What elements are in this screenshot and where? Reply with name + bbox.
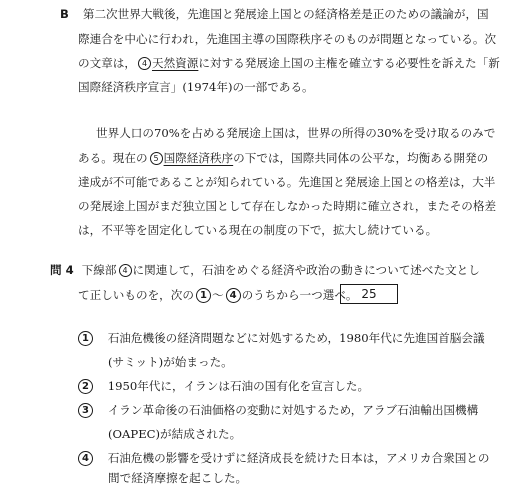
option-3[interactable] [76,402,478,418]
section-b-line-3 [78,55,500,71]
option-text: 石油危機後の経済問題などに対処するため，1980年代に先進国首脳会議 [107,331,485,345]
paragraph-text: 際連合を中心に行われ，先進国主導の国際秩序そのものが問題となっている。次 [78,32,497,46]
underline-marker-4: 4 [138,57,151,70]
question-line-1 [50,262,480,278]
excerpt-text: は，不平等を固定化している現在の制度の下で，拡大し続けている。 [78,223,438,237]
question-text: ～ [211,288,224,302]
excerpt-text: の下では，国際共同体の公平な，均衡ある開発の [233,151,489,165]
option-text: イラン革命後の石油価格の変動に対処するため，アラブ石油輸出国機構 [107,403,479,417]
option-2[interactable] [76,378,369,394]
excerpt-text: ある。現在の [78,151,148,165]
question-text: て正しいものを，次の [78,288,194,302]
choice-marker-1: 1 [196,288,211,303]
section-label: B [60,7,69,21]
paragraph-text: 第二次世界大戦後，先進国と発展途上国との経済格差是正のための議論が，国 [82,7,489,21]
question-label: 問 4 [50,263,74,277]
excerpt-line-5 [78,222,437,238]
question-text: のうちから一つ選べ。 [241,288,358,302]
question-line-2 [78,287,358,303]
excerpt-text: の発展途上国がまだ独立国として存在しなかった時期に確立され，またその格差 [78,199,497,213]
paragraph-text: の文章は， [78,56,136,70]
underlined-term-natural-resources: 天然資源 [151,56,199,70]
section-b-line-1 [60,6,489,22]
answer-number-box[interactable]: 25 [340,284,398,304]
question-text: に関連して，石油をめぐる経済や政治の動きについて述べた文とし [132,263,480,277]
underline-marker-5: 5 [150,152,163,165]
option-4[interactable] [76,450,489,466]
underlined-term-international-economic-order: 国際経済秩序 [163,151,234,165]
option-number-1: 1 [78,331,93,346]
section-b-line-4 [78,79,314,95]
option-text: 1950年代に，イランは石油の国有化を宣言した。 [107,379,370,393]
option-number-3: 3 [78,403,93,418]
option-number-4: 4 [78,451,93,466]
excerpt-text: 世界人口の70%を占める発展途上国は，世界の所得の30%を受け取るのみで [96,126,496,140]
excerpt-line-3 [78,174,495,190]
option-1[interactable] [76,330,485,346]
option-1-continued [108,354,233,370]
paragraph-text: 国際経済秩序宣言」(1974年)の一部である。 [78,80,314,94]
option-text: 間で経済摩擦を起こした。 [108,471,248,485]
option-3-continued [108,426,241,442]
option-number-2: 2 [78,379,93,394]
option-text: 石油危機の影響を受けずに経済成長を続けた日本は，アメリカ合衆国との [107,451,490,465]
option-text: (OAPEC)が結成された。 [108,427,242,441]
excerpt-line-4 [78,198,496,214]
excerpt-line-1 [96,125,495,141]
option-text: (サミット)が始まった。 [108,355,233,369]
excerpt-text: 達成が不可能であることが知られている。先進国と発展途上国との格差は，大半 [78,175,496,189]
section-b-line-2 [78,31,496,47]
excerpt-line-2 [78,150,488,166]
choice-marker-4: 4 [226,288,241,303]
reference-marker-4: 4 [119,264,132,277]
question-text: 下線部 [81,263,117,277]
option-4-continued [108,470,247,486]
paragraph-text: に対する発展途上国の主権を確立する必要性を訴えた「新 [198,56,500,70]
